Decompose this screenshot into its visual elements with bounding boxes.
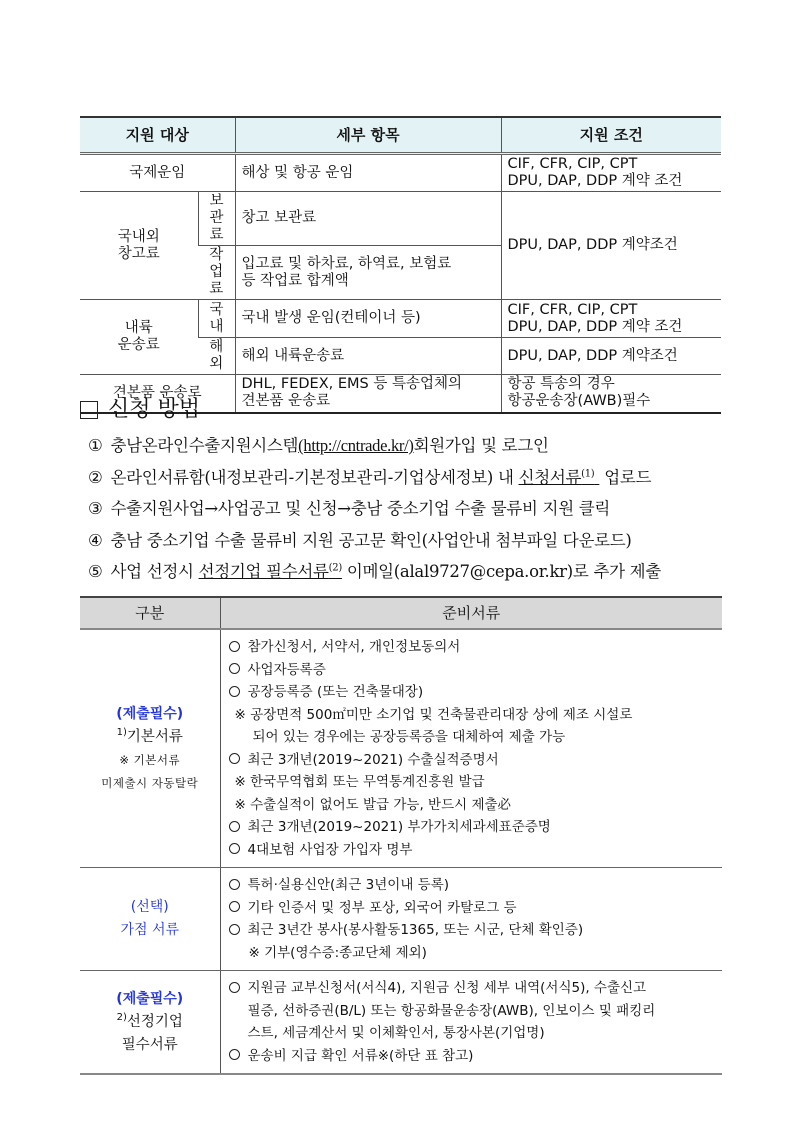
doc-text: 지원금 교부신청서(서식4), 지원금 신청 세부 내역(서식5), 수출신고 [247, 980, 647, 996]
doc-text: 특허·실용신안(최근 3년이내 등록) [247, 877, 450, 893]
cell-group-warehouse [80, 192, 198, 300]
header-target: 지원 대상 [80, 117, 235, 154]
circle-bullet-icon [229, 821, 240, 832]
optional-tag: (선택) [130, 899, 169, 915]
cell-target: 견본품 운송로 [80, 375, 235, 413]
support-table-header [80, 117, 721, 154]
ref-text: 신청서류 [518, 467, 582, 487]
condition-line: CIF, CFR, CIP, CPT [507, 301, 638, 318]
cell-sub: 보관료 [198, 192, 235, 246]
doc-item [229, 681, 723, 704]
step-number: ③ [88, 499, 103, 518]
documents-table-header [80, 597, 722, 629]
doc-note: ※ 수출실적이 없어도 발급 가능, 반드시 제출必 [234, 796, 512, 813]
detail-line: DHL, FEDEX, EMS 등 특송업체의 [241, 376, 462, 393]
section-title-text: 신청 방법 [108, 397, 201, 422]
doc-item [229, 749, 723, 772]
circle-bullet-icon [229, 641, 240, 652]
category-label [81, 1011, 219, 1034]
group-line: 창고료 [117, 245, 160, 262]
footnote-marker: (1) [581, 468, 595, 479]
circle-bullet-icon [229, 879, 240, 890]
step-2 [78, 462, 738, 494]
application-docs-ref [519, 468, 600, 487]
category-label [81, 726, 219, 749]
doc-note: ※ 한국무역협회 또는 무역통계진흥원 발급 [234, 774, 485, 790]
group-line: 운송료 [117, 337, 160, 353]
step-number: ⑤ [88, 562, 103, 581]
doc-item [229, 659, 723, 682]
selected-docs-ref [199, 562, 342, 581]
doc-note: ※ 기부(영수증:종교단체 제외) [248, 944, 427, 961]
cell-documents-selected [220, 971, 722, 1075]
cell-condition [501, 154, 721, 192]
cell-documents-basic [220, 629, 722, 868]
cell-detail: 해외 내륙운송료 [235, 338, 501, 375]
doc-item [229, 897, 723, 920]
category-note: 미제출시 자동탈락 [101, 775, 199, 790]
cell-condition: DPU, DAP, DDP 계약조건 [501, 192, 721, 300]
circle-bullet-icon [229, 663, 240, 674]
ref-text: 선정기업 필수서류 [198, 562, 329, 581]
cell-sub: 해외 [198, 338, 235, 375]
section-title [78, 396, 738, 424]
support-table [80, 116, 721, 414]
category-label-text: 선정기업 [126, 1013, 183, 1030]
table-row-warehouse-storage [80, 192, 721, 246]
cntrade-link[interactable]: (http://cntrade.kr/) [298, 436, 414, 455]
header-documents: 준비서류 [220, 597, 722, 629]
step-text: 충남 중소기업 수출 물류비 지원 공고문 확인(사업안내 첨부파일 다운로드) [110, 530, 632, 550]
doc-text: 사업자등록증 [247, 661, 326, 678]
circle-bullet-icon [229, 843, 240, 854]
step-text: 업로드 [599, 467, 652, 487]
category-label: 가점 서류 [120, 922, 180, 938]
header-condition: 지원 조건 [501, 117, 721, 154]
cell-detail: 창고 보관료 [235, 192, 501, 246]
doc-text: 최근 3개년(2019~2021) 수출실적증명서 [247, 751, 499, 768]
circle-bullet-icon [229, 982, 240, 993]
application-section [78, 396, 738, 588]
doc-item [229, 919, 723, 942]
doc-text: 운송비 지급 확인 서류※(하단 표 참고) [247, 1047, 474, 1064]
required-tag: (제출필수) [116, 705, 184, 722]
doc-item [229, 874, 723, 897]
documents-table [80, 596, 722, 1075]
doc-item [229, 839, 723, 862]
detail-line: 입고료 및 하차료, 하역료, 보험료 [241, 255, 452, 272]
header-category: 구분 [80, 597, 220, 629]
cell-sub: 작업료 [198, 246, 235, 300]
doc-text: 공장등록증 (또는 건축물대장) [247, 684, 424, 700]
header-detail: 세부 항목 [235, 117, 501, 154]
cell-target: 국제운임 [80, 154, 235, 192]
cell-category-bonus [80, 868, 220, 971]
step-text: 회원가입 및 로그인 [413, 436, 549, 455]
condition-line: 항공 특송의 경우 [507, 376, 615, 393]
cell-group-inland [80, 300, 198, 375]
doc-item [229, 977, 723, 1000]
checkbox-square-icon [80, 401, 98, 419]
doc-text: 기타 인증서 및 정부 포상, 외국어 카탈로그 등 [247, 899, 517, 916]
doc-item [229, 1045, 723, 1068]
footnote-marker: 2) [116, 1011, 127, 1023]
circle-bullet-icon [229, 1049, 240, 1060]
category-label: 필수서류 [121, 1036, 178, 1053]
condition-line: DPU, DAP, DDP 계약 조건 [507, 318, 683, 335]
doc-note-cont: 되어 있는 경우에는 공장등록증을 대체하여 제출 가능 [252, 729, 566, 745]
doc-item [229, 816, 723, 839]
circle-bullet-icon [229, 901, 240, 912]
cell-detail: 해상 및 항공 운임 [235, 154, 501, 192]
cell-condition: DPU, DAP, DDP 계약조건 [501, 338, 721, 375]
step-text: 충남온라인수출지원시스템 [110, 436, 299, 455]
table-row-inland-domestic [80, 300, 721, 338]
circle-bullet-icon [229, 753, 240, 764]
detail-line: 견본품 운송료 [241, 393, 331, 410]
table-row-intl-freight [80, 154, 721, 192]
condition-line: 항공운송장(AWB)필수 [507, 393, 651, 410]
table-row-basic-docs [80, 629, 722, 868]
cell-detail [235, 246, 501, 300]
footnote-marker: 1) [116, 726, 127, 738]
cell-condition [501, 300, 721, 338]
circle-bullet-icon [229, 924, 240, 935]
required-tag: (제출필수) [116, 990, 184, 1007]
category-note: ※ 기본서류 [119, 752, 181, 767]
step-text: 온라인서류함(내정보관리-기본정보관리-기업상세정보) 내 [110, 467, 519, 487]
cell-category-selected [80, 971, 220, 1075]
group-line: 내륙 [124, 320, 153, 336]
doc-item [229, 636, 723, 659]
step-text: 사업 선정시 [110, 562, 199, 581]
doc-text: 4대보험 사업장 가입자 명부 [247, 841, 413, 858]
category-label-text: 기본서류 [126, 728, 183, 745]
doc-item-cont: 필증, 선하증권(B/L) 또는 항공화물운송장(AWB), 인보이스 및 패킹리 [247, 1002, 656, 1019]
table-row-selected-docs [80, 971, 722, 1075]
doc-text: 참가신청서, 서약서, 개인정보동의서 [247, 639, 461, 655]
doc-item-cont: 스트, 세금계산서 및 이체확인서, 통장사본(기업명) [247, 1025, 545, 1041]
step-number: ① [88, 436, 103, 455]
doc-text: 최근 3년간 봉사(봉사활동1365, 또는 시군, 단체 확인증) [247, 922, 584, 938]
condition-line: CIF, CFR, CIP, CPT [507, 156, 638, 172]
group-line: 국내외 [117, 228, 160, 245]
step-number: ② [88, 467, 103, 487]
step-number: ④ [88, 530, 103, 550]
footnote-marker: (2) [328, 562, 342, 574]
circle-bullet-icon [229, 686, 240, 697]
doc-note: ※ 공장면적 500㎡미만 소기업 및 건축물관리대장 상에 제조 시설로 [234, 706, 633, 723]
cell-sub: 국내 [198, 300, 235, 338]
cell-detail: 국내 발생 운임(컨테이너 등) [235, 300, 501, 338]
cell-category-basic [80, 629, 220, 868]
doc-text: 최근 3개년(2019~2021) 부가가치세과세표준증명 [247, 819, 551, 835]
cell-documents-bonus [220, 868, 722, 971]
step-text: 이메일(alal9727@cepa.or.kr)로 추가 제출 [341, 562, 661, 581]
step-1 [78, 430, 738, 462]
table-row-bonus-docs [80, 868, 722, 971]
step-3 [78, 493, 738, 525]
condition-line: DPU, DAP, DDP 계약 조건 [507, 173, 683, 189]
step-5 [78, 556, 738, 588]
step-4 [78, 525, 738, 557]
detail-line: 등 작업료 합계액 [241, 272, 349, 289]
step-text: 수출지원사업→사업공고 및 신청→충남 중소기업 수출 물류비 지원 클릭 [110, 499, 611, 518]
